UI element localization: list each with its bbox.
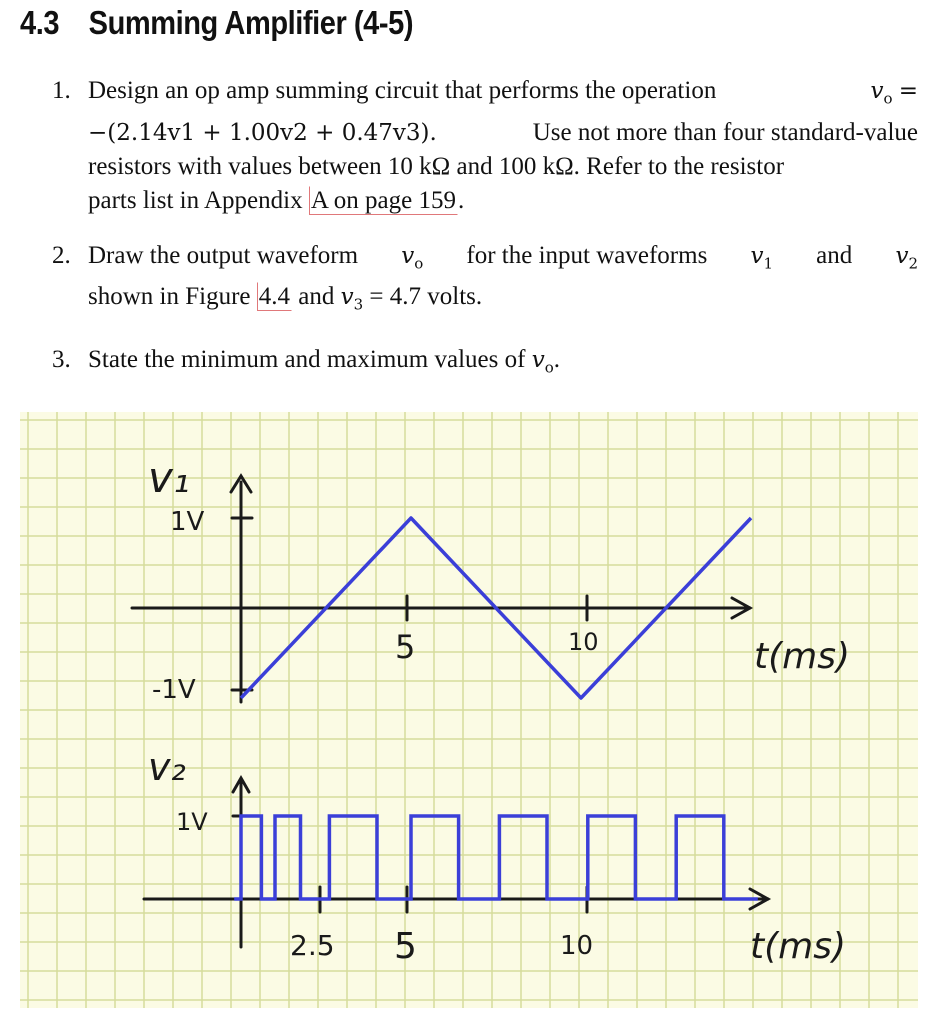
problem-1 xyxy=(52,74,918,218)
math-vo: $v_o$ xyxy=(401,242,424,273)
problem-text xyxy=(88,343,918,385)
v2-x-tick-10-label: 10 xyxy=(560,931,594,961)
v2-y-label: v₂ xyxy=(148,745,186,789)
math-v1: $v_1$ xyxy=(750,242,774,273)
problem-3 xyxy=(52,343,918,385)
v1-y-tick-top-label: 1V xyxy=(170,507,205,537)
math-expression: −(2.14v1 + 1.00v2 + 0.47v3). xyxy=(88,119,437,146)
math-v2: $v_2$ xyxy=(895,242,918,273)
math-v3: $v_3$ xyxy=(340,284,364,314)
v2-x-tick-2-5-label: 2.5 xyxy=(290,929,335,962)
problem-3-line-1: State the minimum and maximum values of $v_o$. xyxy=(88,345,560,377)
v1-x-axis-label: t(ms) xyxy=(754,636,851,677)
math-vo: $v_o$ xyxy=(531,346,554,377)
problem-2-line-1: Draw the output waveform $v_o$ for the input waveforms $v_1$ and $v_2$ xyxy=(88,239,918,281)
math-vo: $v_o$ xyxy=(870,78,893,108)
v1-y-label: v₁ xyxy=(148,453,190,502)
problem-number: 3. xyxy=(52,345,71,373)
problem-1-line-2: −(2.14v1 + 1.00v2 + 0.47v3). Use not more than four standard-value xyxy=(88,116,918,150)
waveform-figure xyxy=(20,412,918,1008)
problem-1-line-4: parts list in Appendix A on page 159. xyxy=(88,186,465,214)
problem-text xyxy=(88,239,918,322)
v1-x-tick-5-label: 5 xyxy=(395,628,416,666)
appendix-link[interactable]: A on page 159 xyxy=(310,186,456,214)
problem-1-line-1: Design an op amp summing circuit that performs the operation $v_o$ = xyxy=(88,77,918,108)
problem-2 xyxy=(52,239,918,322)
v2-x-axis-label: t(ms) xyxy=(750,926,847,967)
problem-number: 1. xyxy=(52,77,71,104)
figure-link[interactable]: 4.4 xyxy=(258,283,290,311)
problem-2-line-2: shown in Figure 4.4 and $v_3 = 4.7$ volts. xyxy=(88,283,483,314)
section-number: 4.3 xyxy=(20,4,60,41)
problem-text xyxy=(88,74,918,218)
v1-x-tick-10-label: 10 xyxy=(568,628,599,656)
v1-y-tick-bottom-label: -1V xyxy=(152,675,196,705)
problem-number: 2. xyxy=(52,241,71,269)
v2-y-tick-top-label: 1V xyxy=(176,808,208,836)
v2-x-tick-5-label: 5 xyxy=(394,926,417,967)
problem-1-line-3: resistors with values between 10 kΩ and 100 kΩ. Refer to the resistor xyxy=(88,152,785,180)
section-heading xyxy=(20,4,413,42)
section-title: Summing Amplifier (4-5) xyxy=(88,4,414,41)
problem-list xyxy=(52,74,918,405)
figure-4-4 xyxy=(20,412,918,1008)
